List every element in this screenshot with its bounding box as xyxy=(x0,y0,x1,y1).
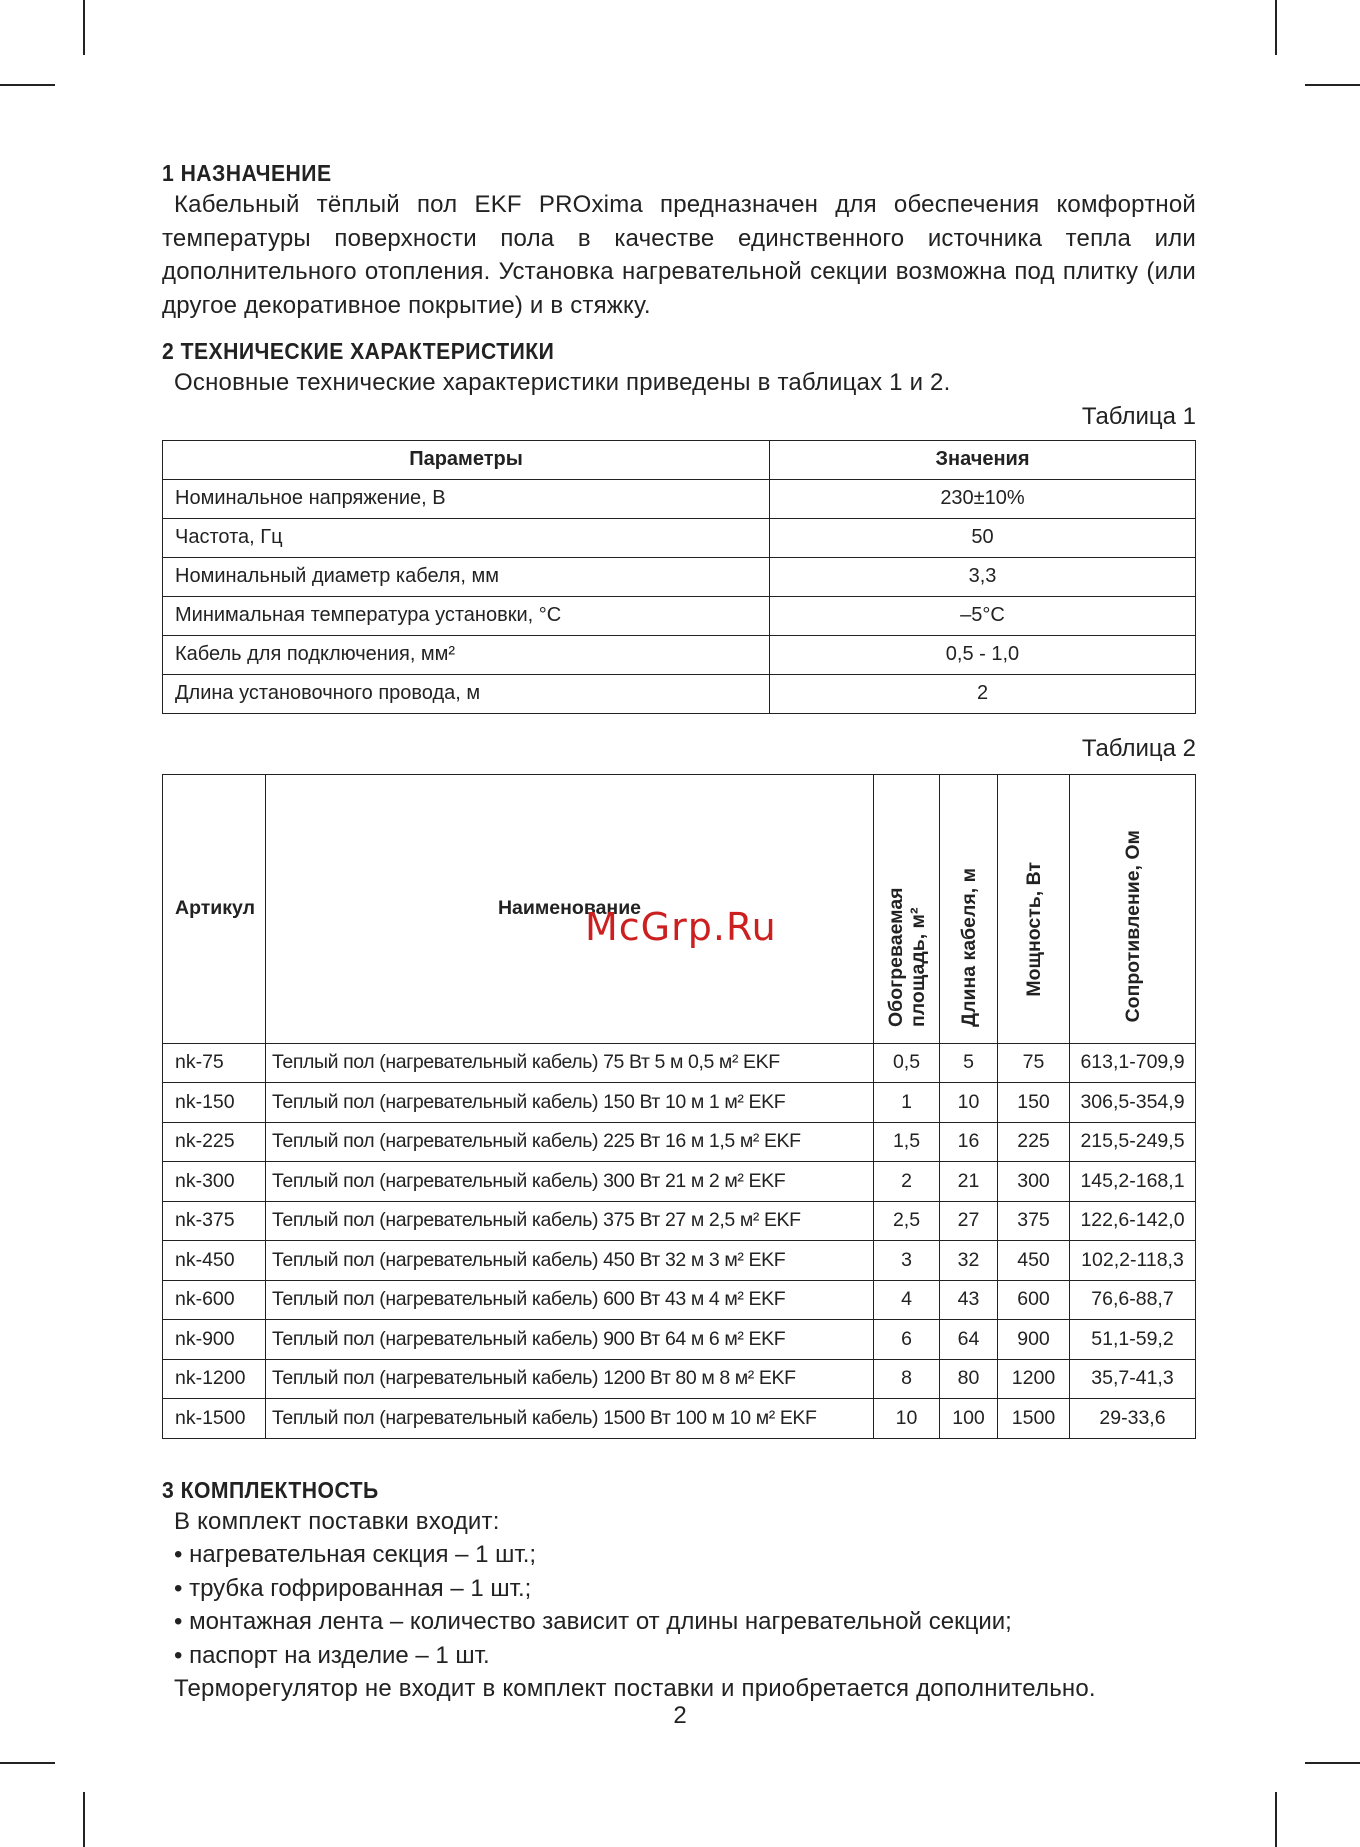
table-2-resistance-cell: 35,7-41,3 xyxy=(1070,1359,1196,1399)
crop-mark xyxy=(83,0,85,55)
table-2-row xyxy=(163,1043,1196,1083)
table-2-header-article: Артикул xyxy=(163,774,266,1043)
table-2-resistance-cell: 613,1-709,9 xyxy=(1070,1043,1196,1083)
section-2-text: Основные технические характеристики приведены в таблицах 1 и 2. xyxy=(174,369,951,396)
table-2-header-resistance: Сопротивление, Ом xyxy=(1070,774,1196,1043)
table-1-value-cell: 2 xyxy=(770,674,1196,713)
table-1 xyxy=(162,440,1196,714)
table-1-param-cell: Минимальная температура установки, °С xyxy=(163,596,770,635)
table-2-length-cell: 27 xyxy=(940,1201,998,1241)
table-2-power-cell: 150 xyxy=(998,1083,1070,1123)
table-2-row xyxy=(163,1122,1196,1162)
table-2-length-cell: 5 xyxy=(940,1043,998,1083)
table-2-name-cell: Теплый пол (нагревательный кабель) 300 Вт 21 м 2 м² EKF xyxy=(266,1162,874,1202)
table-1-param-cell: Номинальное напряжение, В xyxy=(163,479,770,518)
table-2-area-cell: 4 xyxy=(874,1280,940,1320)
table-2-article-cell: nk-900 xyxy=(163,1320,266,1360)
kit-list-item: • нагревательная секция – 1 шт.; xyxy=(174,1538,1196,1572)
table-2-length-cell: 21 xyxy=(940,1162,998,1202)
table-2-area-cell: 1 xyxy=(874,1083,940,1123)
table-2-article-cell: nk-150 xyxy=(163,1083,266,1123)
table-2-article-cell: nk-225 xyxy=(163,1122,266,1162)
table-2-length-cell: 64 xyxy=(940,1320,998,1360)
table-2-area-cell: 2,5 xyxy=(874,1201,940,1241)
table-2-row xyxy=(163,1320,1196,1360)
section-3-body xyxy=(162,1505,1196,1706)
table-1-row xyxy=(163,596,1196,635)
table-2-article-cell: nk-600 xyxy=(163,1280,266,1320)
table-2-resistance-cell: 145,2-168,1 xyxy=(1070,1162,1196,1202)
crop-mark xyxy=(1305,84,1360,86)
table-2-resistance-cell: 76,6-88,7 xyxy=(1070,1280,1196,1320)
table-1-caption: Таблица 1 xyxy=(1081,402,1196,430)
table-2-name-cell: Теплый пол (нагревательный кабель) 900 Вт 64 м 6 м² EKF xyxy=(266,1320,874,1360)
table-1-value-cell: 3,3 xyxy=(770,557,1196,596)
table-2-power-cell: 75 xyxy=(998,1043,1070,1083)
section-1-heading: 1 НАЗНАЧЕНИЕ xyxy=(162,160,332,186)
table-2-name-cell: Теплый пол (нагревательный кабель) 450 Вт 32 м 3 м² EKF xyxy=(266,1241,874,1281)
section-1-text: Кабельный тёплый пол EKF PROxima предназначен для обеспечения комфортной температуры поверхности пола в качестве единственного источника тепла или дополнительного отопления. Установка нагревательной секции возможна под плитку (или другое декоративное покрытие) и в стяжку. xyxy=(162,191,1196,319)
crop-mark xyxy=(0,1762,55,1764)
table-2-power-cell: 1200 xyxy=(998,1359,1070,1399)
table-1-value-cell: 50 xyxy=(770,518,1196,557)
table-2-row xyxy=(163,1162,1196,1202)
table-1-value-cell: –5°С xyxy=(770,596,1196,635)
kit-list-item: • трубка гофрированная – 1 шт.; xyxy=(174,1572,1196,1606)
table-2-resistance-cell: 102,2-118,3 xyxy=(1070,1241,1196,1281)
table-1-header-row xyxy=(163,440,1196,479)
crop-mark xyxy=(1275,0,1277,55)
table-2-area-cell: 1,5 xyxy=(874,1122,940,1162)
table-1-header-values: Значения xyxy=(770,440,1196,479)
table-1-row xyxy=(163,635,1196,674)
table-2-length-cell: 10 xyxy=(940,1083,998,1123)
kit-list-item: • паспорт на изделие – 1 шт. xyxy=(174,1639,1196,1673)
table-2-row xyxy=(163,1083,1196,1123)
table-2-name-cell: Теплый пол (нагревательный кабель) 375 Вт 27 м 2,5 м² EKF xyxy=(266,1201,874,1241)
table-2-row xyxy=(163,1359,1196,1399)
table-2-area-cell: 0,5 xyxy=(874,1043,940,1083)
section-3-note: Терморегулятор не входит в комплект поставки и приобретается дополнительно. xyxy=(174,1675,1096,1702)
watermark: McGrp.Ru xyxy=(585,905,777,949)
table-2-row xyxy=(163,1201,1196,1241)
table-2-name-cell: Теплый пол (нагревательный кабель) 150 Вт 10 м 1 м² EKF xyxy=(266,1083,874,1123)
table-2-name-cell: Теплый пол (нагревательный кабель) 75 Вт 5 м 0,5 м² EKF xyxy=(266,1043,874,1083)
table-2-length-cell: 43 xyxy=(940,1280,998,1320)
table-2-article-cell: nk-75 xyxy=(163,1043,266,1083)
table-2-caption: Таблица 2 xyxy=(1081,734,1196,762)
table-1-param-cell: Кабель для подключения, мм² xyxy=(163,635,770,674)
table-2-article-cell: nk-450 xyxy=(163,1241,266,1281)
table-2-power-cell: 1500 xyxy=(998,1399,1070,1439)
table-2-power-cell: 225 xyxy=(998,1122,1070,1162)
table-1-param-cell: Длина установочного провода, м xyxy=(163,674,770,713)
table-1-param-cell: Номинальный диаметр кабеля, мм xyxy=(163,557,770,596)
table-2-area-cell: 8 xyxy=(874,1359,940,1399)
table-1-row xyxy=(163,479,1196,518)
table-2-name-cell: Теплый пол (нагревательный кабель) 225 Вт 16 м 1,5 м² EKF xyxy=(266,1122,874,1162)
crop-mark xyxy=(0,84,55,86)
table-2-name-cell: Теплый пол (нагревательный кабель) 1200 Вт 80 м 8 м² EKF xyxy=(266,1359,874,1399)
table-2-power-cell: 600 xyxy=(998,1280,1070,1320)
table-1-row xyxy=(163,518,1196,557)
table-2-resistance-cell: 29-33,6 xyxy=(1070,1399,1196,1439)
table-2-length-cell: 100 xyxy=(940,1399,998,1439)
table-1-param-cell: Частота, Гц xyxy=(163,518,770,557)
table-2-article-cell: nk-1500 xyxy=(163,1399,266,1439)
table-2-resistance-cell: 306,5-354,9 xyxy=(1070,1083,1196,1123)
table-2-area-cell: 6 xyxy=(874,1320,940,1360)
table-1-row xyxy=(163,557,1196,596)
crop-mark xyxy=(1275,1792,1277,1847)
section-2-heading: 2 ТЕХНИЧЕСКИЕ ХАРАКТЕРИСТИКИ xyxy=(162,338,555,364)
table-2-area-cell: 2 xyxy=(874,1162,940,1202)
table-2-header-power: Мощность, Вт xyxy=(998,774,1070,1043)
kit-list-item: • монтажная лента – количество зависит от длины нагревательной секции; xyxy=(174,1605,1196,1639)
table-2-resistance-cell: 215,5-249,5 xyxy=(1070,1122,1196,1162)
table-2-header-name: Наименование xyxy=(266,774,874,1043)
table-2-length-cell: 32 xyxy=(940,1241,998,1281)
table-1-header-params: Параметры xyxy=(163,440,770,479)
table-2-area-cell: 3 xyxy=(874,1241,940,1281)
table-2-area-cell: 10 xyxy=(874,1399,940,1439)
table-2-power-cell: 450 xyxy=(998,1241,1070,1281)
table-2-row xyxy=(163,1399,1196,1439)
table-2-name-cell: Теплый пол (нагревательный кабель) 600 Вт 43 м 4 м² EKF xyxy=(266,1280,874,1320)
table-2-row xyxy=(163,1280,1196,1320)
crop-mark xyxy=(1305,1762,1360,1764)
page-number: 2 xyxy=(673,1702,687,1729)
table-2-power-cell: 900 xyxy=(998,1320,1070,1360)
table-2-resistance-cell: 51,1-59,2 xyxy=(1070,1320,1196,1360)
table-2-header-length: Длина кабеля, м xyxy=(940,774,998,1043)
table-2-article-cell: nk-1200 xyxy=(163,1359,266,1399)
table-2-length-cell: 80 xyxy=(940,1359,998,1399)
table-2-header-area: Обогреваемая площадь, м² xyxy=(874,774,940,1043)
table-2-article-cell: nk-375 xyxy=(163,1201,266,1241)
table-1-row xyxy=(163,674,1196,713)
table-1-value-cell: 0,5 - 1,0 xyxy=(770,635,1196,674)
section-3-intro: В комплект поставки входит: xyxy=(174,1507,500,1535)
table-2-power-cell: 375 xyxy=(998,1201,1070,1241)
table-2-name-cell: Теплый пол (нагревательный кабель) 1500 Вт 100 м 10 м² EKF xyxy=(266,1399,874,1439)
table-2-row xyxy=(163,1241,1196,1281)
table-2-power-cell: 300 xyxy=(998,1162,1070,1202)
table-2-length-cell: 16 xyxy=(940,1122,998,1162)
crop-mark xyxy=(83,1792,85,1847)
table-2-resistance-cell: 122,6-142,0 xyxy=(1070,1201,1196,1241)
section-3-heading: 3 КОМПЛЕКТНОСТЬ xyxy=(162,1476,379,1503)
kit-list xyxy=(174,1538,1196,1672)
table-2 xyxy=(162,774,1196,1439)
table-2-article-cell: nk-300 xyxy=(163,1162,266,1202)
table-1-value-cell: 230±10% xyxy=(770,479,1196,518)
